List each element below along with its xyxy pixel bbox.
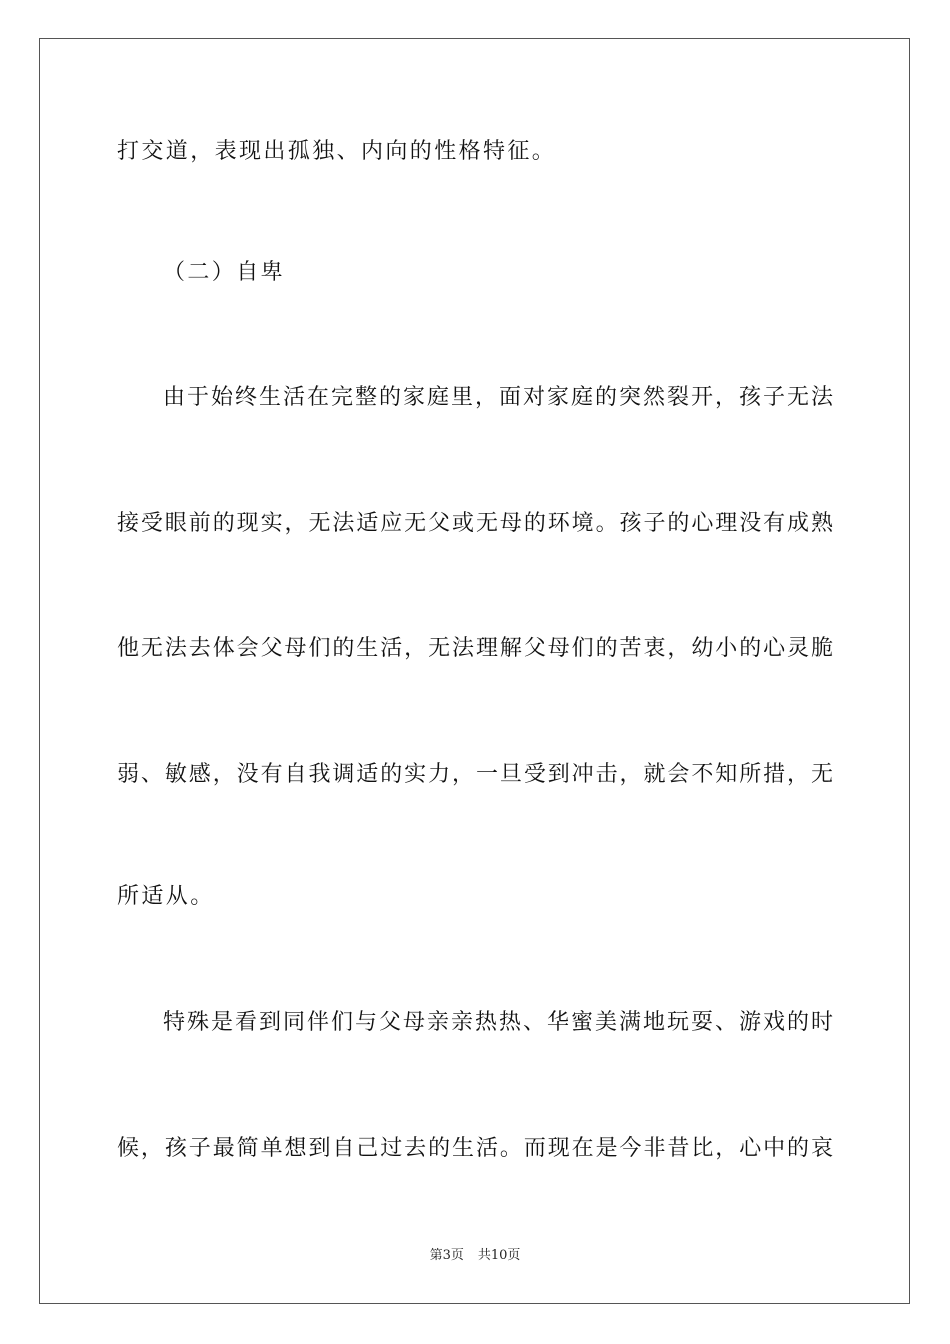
text-line: 所适从。 [117,884,215,909]
page-number: 第3页 [429,1248,464,1263]
text-line: 弱、敏感，没有自我调适的实力，一旦受到冲击，就会不知所措，无 [117,762,833,787]
text-line: 候，孩子最简单想到自己过去的生活。而现在是今非昔比，心中的哀 [117,1136,833,1161]
page-footer [0,1247,950,1265]
text-line: 由于始终生活在完整的家庭里，面对家庭的突然裂开，孩子无法 [163,385,833,410]
text-line: 打交道，表现出孤独、内向的性格特征。 [117,139,557,164]
text-line: 特殊是看到同伴们与父母亲亲热热、华蜜美满地玩耍、游戏的时 [163,1010,833,1035]
section-heading: （二）自卑 [163,260,286,285]
text-line: 他无法去体会父母们的生活，无法理解父母们的苦衷，幼小的心灵脆 [117,636,833,661]
page-frame [39,38,910,1304]
page-total: 共10页 [477,1248,521,1263]
text-line: 接受眼前的现实，无法适应无父或无母的环境。孩子的心理没有成熟 [117,511,833,536]
